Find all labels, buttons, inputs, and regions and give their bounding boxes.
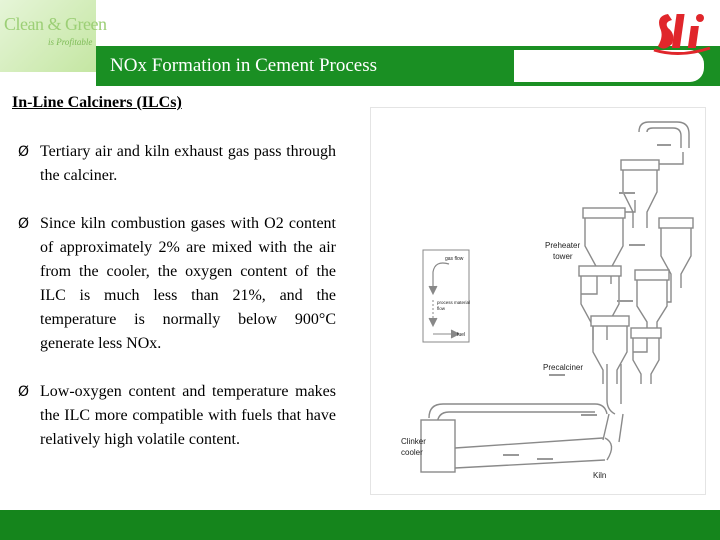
kiln-label: Kiln (593, 471, 607, 480)
bullet-item (18, 140, 336, 188)
arrow-bullet-icon: Ø (18, 384, 30, 400)
bullet-item (18, 380, 336, 452)
bullet-text: Since kiln combustion gases with O2 content of approximately 2% are mixed with the air from the cooler, the oxygen content of the ILC is much less than 21%, and the temperature is normally below 900°C generate less NOx. (40, 215, 336, 352)
legend-process-flow: process material (437, 300, 471, 305)
arrow-bullet-icon: Ø (18, 216, 30, 232)
slide-title: NOx Formation in Cement Process (110, 55, 378, 76)
calciner-diagram (371, 108, 705, 494)
process-flow-svg (371, 108, 705, 494)
section-heading: In-Line Calciners (ILCs) (12, 94, 182, 111)
company-logo-left (0, 0, 107, 72)
precalciner-label: Precalciner (543, 363, 584, 372)
clinker-cooler-label: Clinker (401, 437, 426, 446)
company-logo-right (650, 4, 714, 60)
title-banner (96, 46, 720, 86)
bullet-text: Low-oxygen content and temperature makes the ILC more compatible with fuels that have relatively high volatile content. (40, 383, 336, 448)
legend-process-flow-line2: flow (437, 306, 446, 311)
logo-tagline-main: Clean & Green (4, 14, 107, 34)
bullet-text: Tertiary air and kiln exhaust gas pass through the calciner. (40, 143, 336, 184)
preheater-label: Preheater (545, 241, 581, 250)
arrow-bullet-icon: Ø (18, 144, 30, 160)
clinker-cooler-label-line2: cooler (401, 448, 423, 457)
legend-gas-flow: gas flow (445, 256, 464, 262)
footer-bar (0, 510, 720, 540)
bullet-item (18, 212, 336, 356)
bullet-list (18, 140, 336, 476)
preheater-label-line2: tower (553, 252, 573, 261)
legend-fuel: fuel (457, 332, 466, 338)
logo-tagline-sub: is Profitable (48, 37, 93, 47)
